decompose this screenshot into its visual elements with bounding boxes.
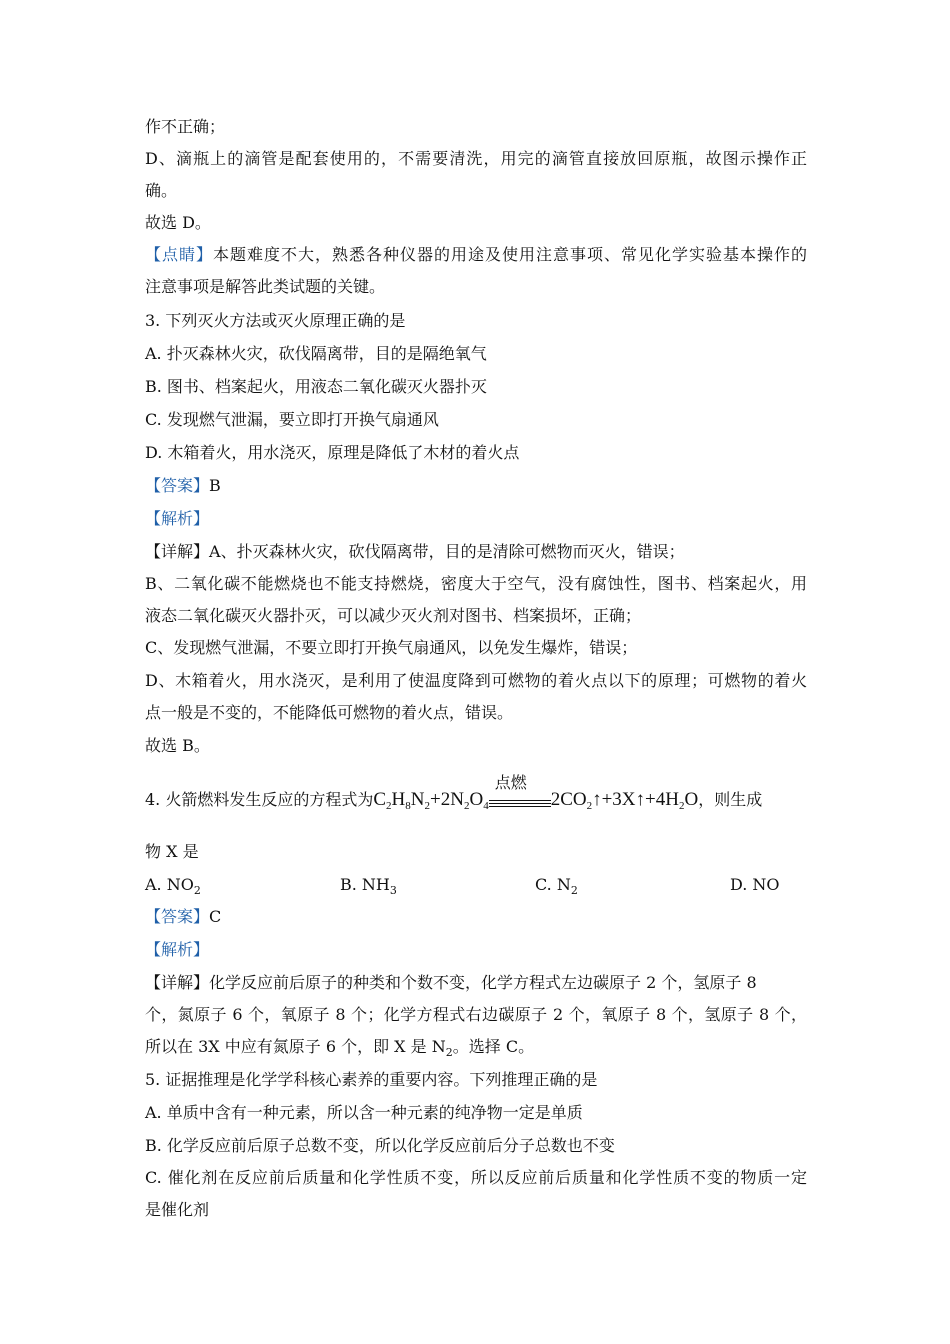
- question-4-option-d: D. NO: [730, 875, 780, 894]
- question-3-detail-d1: D、木箱着火，用水浇灭，是利用了使温度降到可燃物的着火点以下的原理；可燃物的着火: [145, 671, 807, 690]
- question-3-option-b: B. 图书、档案起火，用液态二氧化碳灭火器扑灭: [145, 377, 487, 396]
- question-4-options: [145, 875, 780, 895]
- remark-tag: 【点睛】: [145, 245, 213, 264]
- question-3-option-d: D. 木箱着火，用水浇灭，原理是降低了木材的着火点: [145, 443, 520, 462]
- question-3-option-a: A. 扑灭森林火灾，砍伐隔离带，目的是隔绝氧气: [145, 344, 487, 363]
- question-4-analysis-tag: 【解析】: [145, 940, 210, 959]
- question-3-option-c: C. 发现燃气泄漏，要立即打开换气扇通风: [145, 410, 439, 429]
- question-5-option-a: A. 单质中含有一种元素，所以含一种元素的纯净物一定是单质: [145, 1103, 583, 1122]
- question-3-detail-b2: 液态二氧化碳灭火器扑灭，可以减少灭火剂对图书、档案损坏，正确；: [145, 606, 642, 625]
- question-3-stem: 3. 下列灭火方法或灭火原理正确的是: [145, 311, 406, 330]
- question-4-detail-2: 个，氮原子 6 个，氧原子 8 个；化学方程式右边碳原子 2 个，氧原子 8 个，氢原子 8 个，: [145, 1005, 807, 1024]
- question-4-option-b: B. $NH_3$: [340, 875, 397, 897]
- question-3-detail-a: 【详解】A、扑灭森林火灾，砍伐隔离带，目的是清除可燃物而灭火，错误；: [145, 542, 685, 561]
- question-5-option-c-line2: 是催化剂: [145, 1200, 210, 1219]
- text-line: 作不正确；: [145, 117, 226, 136]
- reaction-condition: 点燃: [489, 791, 551, 811]
- question-4-detail-1: 【详解】化学反应前后原子的种类和个数不变，化学方程式左边碳原子 2 个，氢原子 8: [145, 973, 757, 992]
- question-4-answer: 【答案】C: [145, 907, 222, 926]
- text-line: D、滴瓶上的滴管是配套使用的，不需要清洗，用完的滴管直接放回原瓶，故图示操作正: [145, 149, 807, 168]
- question-4-detail-3: 所以在 3X 中应有氮原子 6 个，即 X 是 $N_2$。选择 C。: [145, 1037, 535, 1059]
- text-line: 注意事项是解答此类试题的关键。: [145, 277, 386, 296]
- question-3-detail-d2: 点一般是不变的，不能降低可燃物的着火点，错误。: [145, 703, 514, 722]
- text-line: 故选 D。: [145, 213, 211, 232]
- question-3-answer: 【答案】B: [145, 476, 221, 495]
- question-3-detail-b1: B、二氧化碳不能燃烧也不能支持燃烧，密度大于空气，没有腐蚀性，图书、档案起火，用: [145, 574, 807, 593]
- question-4-option-c: C. $N_2$: [535, 875, 578, 897]
- question-5-option-c-line1: C. 催化剂在反应前后质量和化学性质不变，所以反应前后质量和化学性质不变的物质一定: [145, 1168, 807, 1187]
- question-4-stem-line2: 物 X 是: [145, 842, 199, 861]
- text-line: 确。: [145, 181, 178, 200]
- remark-line: 【点睛】本题难度不大，熟悉各种仪器的用途及使用注意事项、常见化学实验基本操作的: [145, 245, 807, 264]
- question-5-option-b: B. 化学反应前后原子总数不变，所以化学反应前后分子总数也不变: [145, 1136, 615, 1155]
- chemical-equation: $C_2H_8N_2+2N_2O_4$ 点燃 $2CO_2↑+3X↑+4H_2O$: [373, 772, 699, 812]
- question-5-stem: 5. 证据推理是化学学科核心素养的重要内容。下列推理正确的是: [145, 1070, 598, 1089]
- question-3-detail-c: C、发现燃气泄漏，不要立即打开换气扇通风，以免发生爆炸，错误；: [145, 638, 638, 657]
- question-4-stem: 4. 火箭燃料发生反应的方程式为$C_2H_8N_2+2N_2O_4$ 点燃 $2CO_2↑+3X↑+4H_2O$，则生成: [145, 772, 763, 812]
- question-3-conclusion: 故选 B。: [145, 736, 210, 755]
- question-3-analysis-tag: 【解析】: [145, 509, 210, 528]
- question-4-option-a: A. $NO_2$: [145, 875, 201, 897]
